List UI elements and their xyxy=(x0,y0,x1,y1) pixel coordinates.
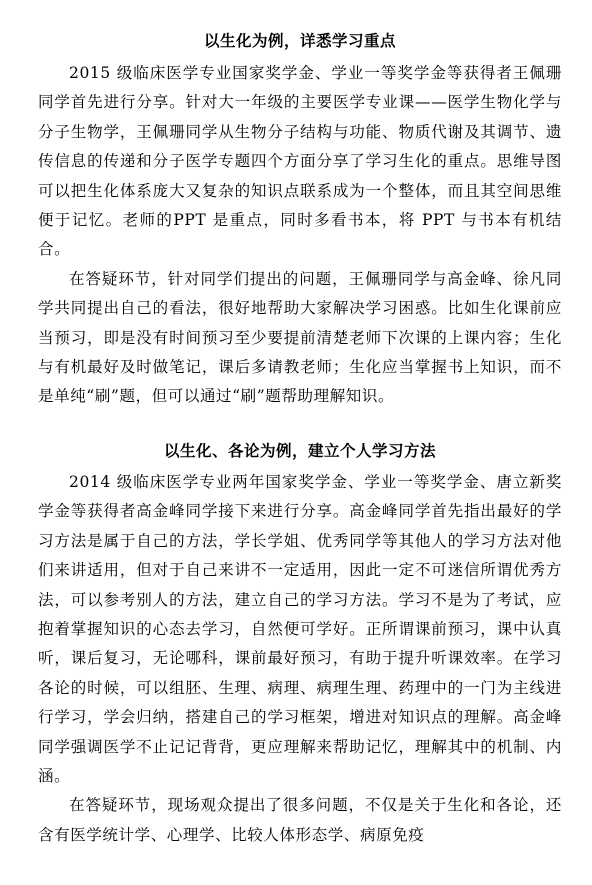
document-page xyxy=(38,0,562,850)
section1-paragraph-2: 在答疑环节，针对同学们提出的问题，王佩珊同学与高金峰、徐凡同学共同提出自己的看法，很好地帮助大家解决学习困惑。比如生化课前应当预习，即是没有时间预习至少要提前清楚老师下次课的上课内容；生化与有机最好及时做笔记，课后多请教老师；生化应当掌握书上知识，而不是单纯“刷”题，但可以通过“刷”题帮助理解知识。 xyxy=(38,269,562,406)
section2-paragraph-2: 在答疑环节，现场观众提出了很多问题，不仅是关于生化和各论，还含有医学统计学、心理学、比较人体形态学、病原免疫 xyxy=(38,796,562,844)
section1-paragraph-1: 2015 级临床医学专业国家奖学金、学业一等奖学金等获得者王佩珊同学首先进行分享。针对大一年级的主要医学专业课——医学生物化学与分子生物学，王佩珊同学从生物分子结构与功能、物质代谢及其调节、遗传信息的传递和分子医学专题四个方面分享了学习生化的重点。思维导图可以把生化体系庞大又复杂的知识点联系成为一个整体，而且其空间思维便于记忆。老师的PPT 是重点，同时多看书本，将 PPT 与书本有机结合。 xyxy=(38,64,562,259)
section2-paragraph-1: 2014 级临床医学专业两年国家奖学金、学业一等奖学金、唐立新奖学金等获得者高金峰同学接下来进行分享。高金峰同学首先指出最好的学习方法是属于自己的方法，学长学姐、优秀同学等其他人的学习方法对他们来讲适用，但对于自己来讲不一定适用，因此一定不可迷信所谓优秀方法，可以参考别人的方法，建立自己的学习方法。学习不是为了考试，应抱着掌握知识的心态去学习，自然便可学好。正所谓课前预习，课中认真听，课后复习，无论哪科，课前最好预习，有助于提升听课效率。在学习各论的时候，可以组胚、生理、病理、病理生理、药理中的一门为主线进行学习，学会归纳，搭建自己的学习框架，增进对知识点的理解。高金峰同学强调医学不止记记背背，更应理解来帮助记忆，理解其中的机制、内涵。 xyxy=(38,472,562,785)
section-heading-1: 以生化为例，详悉学习重点 xyxy=(203,32,396,50)
section-heading-2: 以生化、各论为例，建立个人学习方法 xyxy=(163,441,436,460)
